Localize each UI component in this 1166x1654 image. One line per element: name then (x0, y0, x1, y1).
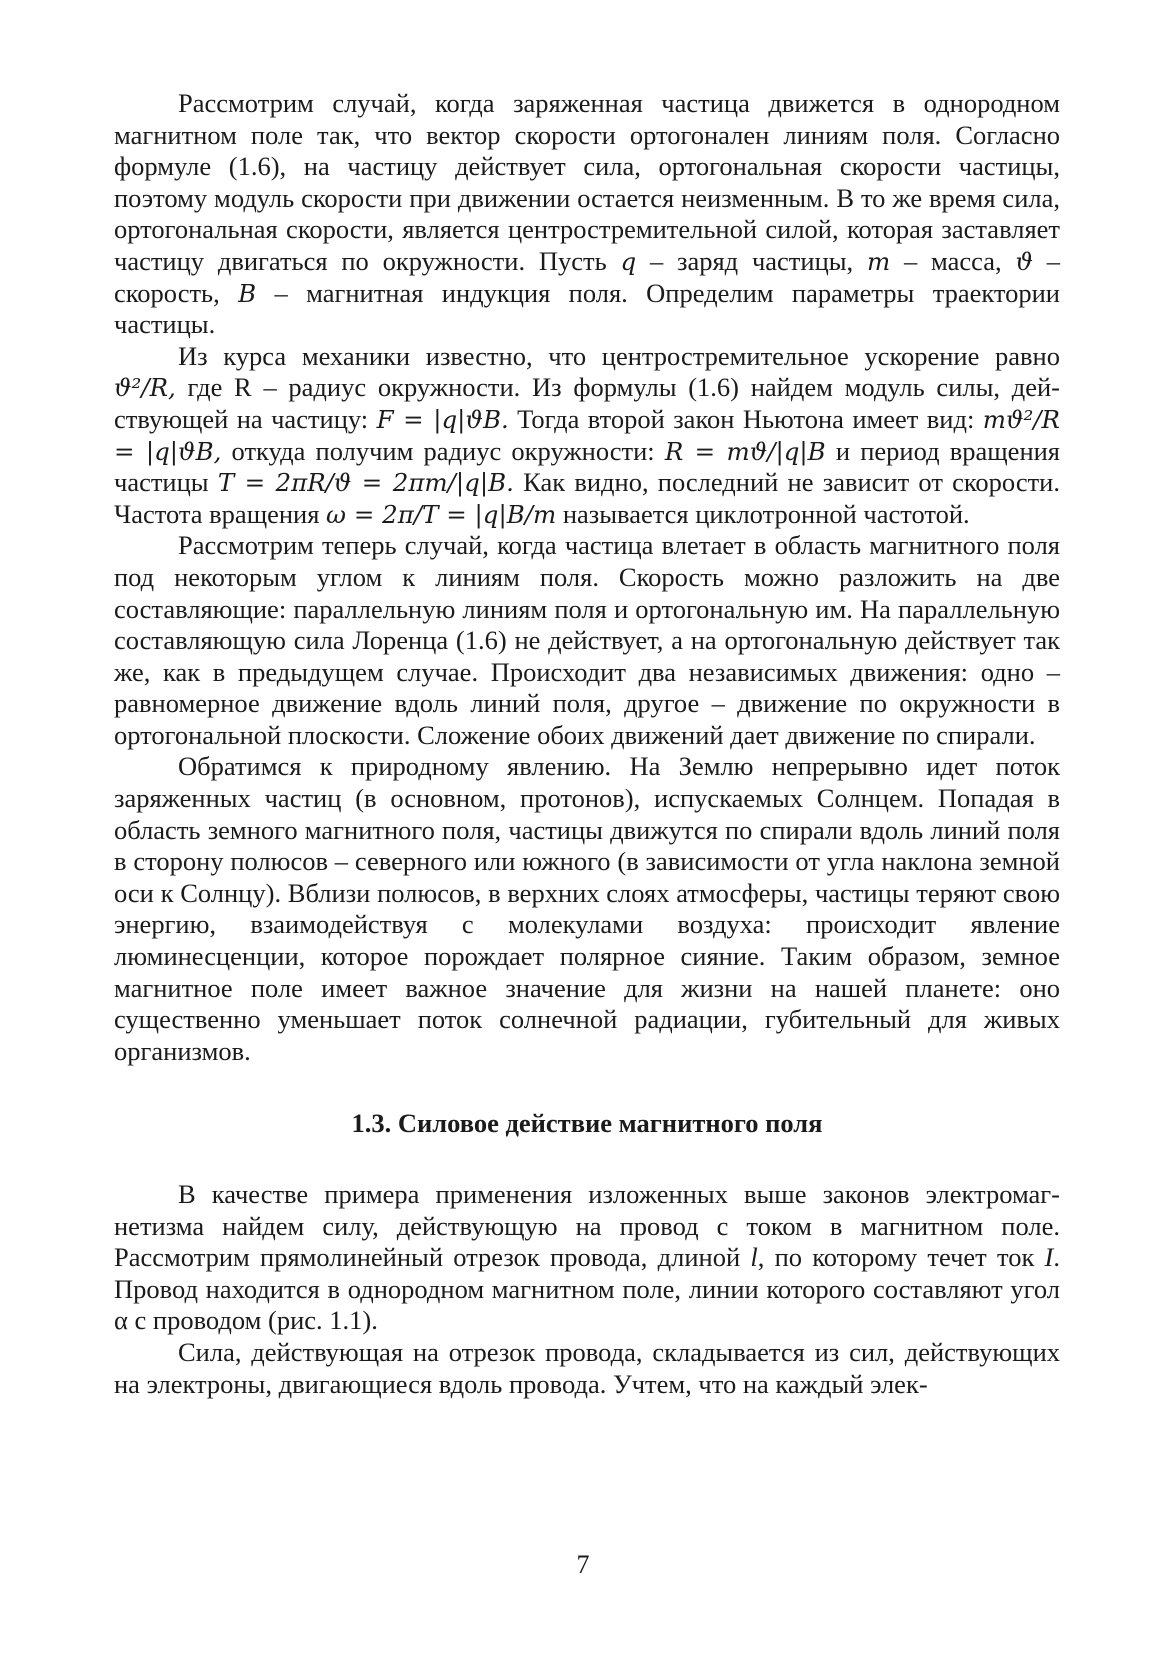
text-run: откуда получим радиус окружности: (221, 435, 665, 466)
text-run: – масса, (890, 245, 1016, 276)
text-run: Тогда второй закон Ньютона имеет вид: (508, 403, 983, 434)
section-heading: 1.3. Силовое действие магнитного поля (351, 1108, 823, 1139)
text-run: – скорость, (114, 245, 1060, 308)
paragraph-cyclotron-frequency (114, 341, 1060, 531)
document-page (114, 88, 1060, 1400)
paragraph-spiral-motion: Рассмотрим теперь случай, когда частица влетает в область магнитного поля под некоторым углом к линиям поля. Скорость можно разложить на две составляющие: параллельную линиям поля и ортогональную им. На параллельную составляющую сила Лоренца (1.6) не действует, а на ортогональную действует так же, как в предыдущем случае. Происходит два независимых движения: одно – равномерное движение вдоль линий поля, другое – движение по окружности в ортогональной плоскости. Сложение обоих движений дает движение по спирали. (114, 530, 1060, 750)
text-run: – заряд частицы, (636, 245, 867, 276)
text-run: Как видно, последний не зависит от скорости. Частота вращения (114, 467, 1060, 529)
formula-period: T = 2πR/ϑ = 2πm/|q|B. (217, 468, 514, 498)
symbol-q: q (620, 246, 637, 276)
text-run: В качестве примера применения изложенных выше законов электромагнетизма найдем силу, действующую на провод с током в магнитном поле. Рассмотрим прямолинейный отрезок провода, длиной (114, 1179, 1060, 1273)
text-run: Рассмотрим случай, когда заряженная частица движется в однородном магнитном поле так, что вектор скорости ортогонален линиям поля. Согласно формуле (1.6), на частицу действует сила, ортогональная скорости частицы, поэтому модуль скорости при движении остается неизменным. В то же время сила, ортогональная скорости, является центростремительной силой, которая заставляет частицу двигаться по окружности. Пусть (114, 88, 1060, 276)
paragraph-aurora: Обратимся к природному явлению. На Землю непрерывно идет поток заряженных частиц (в основном, протонов), испускаемых Солнцем. Попадая в область земного магнитного поля, частицы движутся по спирали вдоль линий поля в сторону полюсов – северного или южного (в зависимости от угла наклона земной оси к Солнцу). Вблизи полюсов, в верхних слоях атмосферы, частицы теряют свою энергию, взаимодействуя с молекулами воздуха: происходит явление люминесценции, которое порождает полярное сияние. Таким образом, земное магнитное поле имеет важное значение для жизни на нашей планете: оно существенно уменьшает поток солнечной радиации, губительный для живых организмов. (114, 751, 1060, 1066)
paragraph-circular-motion (114, 88, 1060, 341)
text-run: где R – радиус окружности. Из формулы (1.6) найдем модуль силы, действующей на частицу: (114, 372, 1060, 434)
text-run: . Провод находится в однородном магнитном поле, линии которого составляют угол α с проводом (рис. 1.1). (114, 1242, 1060, 1336)
symbol-I: I (1044, 1242, 1054, 1273)
formula-centripetal-acceleration: ϑ²/R, (114, 373, 176, 403)
paragraph-wire-in-field (114, 1179, 1060, 1337)
symbol-l: l (750, 1242, 758, 1273)
formula-lorentz-force-modulus: F = |q|ϑB. (376, 404, 509, 434)
text-run: называется циклотронной частотой. (556, 498, 970, 529)
symbol-velocity: ϑ (1015, 246, 1033, 276)
paragraph-force-on-wire: Сила, действующая на отрезок провода, складывается из сил, действующих на электроны, двигающиеся вдоль провода. Учтем, что на каждый элек- (114, 1336, 1060, 1399)
page-number: 7 (576, 1550, 590, 1579)
symbol-m: m (866, 246, 891, 276)
text-run: – магнитная индукция поля. Определим параметры траектории частицы. (114, 277, 1060, 340)
formula-newton-second-law: mϑ²/R = |q|ϑB, (114, 404, 1061, 466)
symbol-B: B (238, 278, 257, 308)
formula-radius: R = mϑ/|q|B (664, 436, 826, 466)
text-run: и период вращения частицы (114, 435, 1060, 498)
text-run: Из курса механики известно, что центростремительное ускорение равно (178, 340, 1060, 371)
text-run: , по которому течет ток (757, 1242, 1045, 1273)
formula-cyclotron-frequency: ω = 2π/T = |q|B/m (326, 499, 557, 529)
